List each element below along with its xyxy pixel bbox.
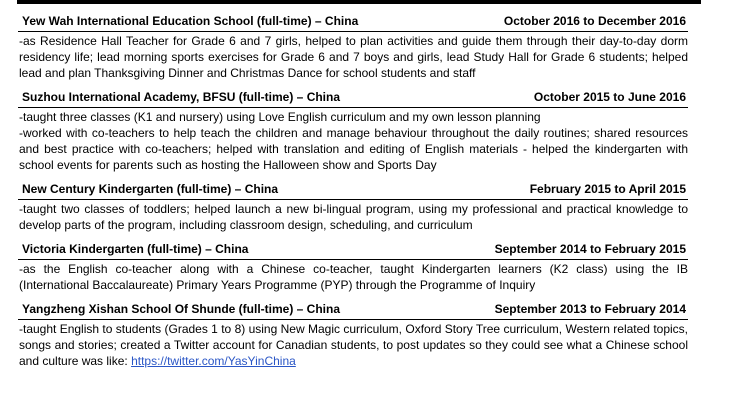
job-title: Suzhou International Academy, BFSU (full-time) – China xyxy=(22,90,341,104)
job-entry-new-century xyxy=(18,182,688,233)
job-entry-suzhou xyxy=(18,90,688,173)
job-entry-victoria xyxy=(18,242,688,293)
job-description xyxy=(19,261,688,293)
job-description-line: -taught two classes of toddlers; helped launch a new bi-lingual program, using my professional and practical knowledge to develop parts of the program, including classroom design, scheduling, and curriculum xyxy=(19,202,688,232)
job-header xyxy=(18,242,688,260)
job-dates: February 2015 to April 2015 xyxy=(529,182,686,196)
job-description xyxy=(19,321,688,368)
job-title: Yangzheng Xishan School Of Shunde (full-time) – China xyxy=(22,302,341,316)
job-header xyxy=(18,14,688,32)
job-dates: October 2015 to June 2016 xyxy=(533,90,686,104)
work-experience-section xyxy=(18,14,688,368)
top-rule xyxy=(17,0,701,4)
job-description xyxy=(19,109,688,173)
job-description-text: -taught English to students (Grades 1 to 8) using New Magic curriculum, Oxford Story Tree curriculum, Western related topics, songs and stories; created a Twitter account for Canadian students, to post updates so they could see what a Chinese school and culture was like: xyxy=(19,322,688,368)
job-description-line: -taught three classes (K1 and nursery) using Love English curriculum and my own lesson planning xyxy=(19,110,541,124)
job-description xyxy=(19,201,688,233)
job-description-line: -as Residence Hall Teacher for Grade 6 and 7 girls, helped to plan activities and guide them through their day-to-day dorm residency life; lead morning sports exercises for Grade 6 and 7 boys and girls, lead Study Hall for Grade 6 students; helped lead and plan Thanksgiving Dinner and Christmas Dance for school students and staff xyxy=(19,34,688,80)
job-header xyxy=(18,302,688,320)
job-description-line xyxy=(19,321,688,369)
job-entry-yangzheng xyxy=(18,302,688,368)
job-title: Victoria Kindergarten (full-time) – China xyxy=(22,242,249,256)
job-entry-yew-wah xyxy=(18,14,688,81)
twitter-link[interactable]: https://twitter.com/YasYinChina xyxy=(131,354,296,368)
job-description xyxy=(19,33,688,81)
job-dates: September 2013 to February 2014 xyxy=(494,302,686,316)
job-description-line: -as the English co-teacher along with a Chinese co-teacher, taught Kindergarten learners (K2 class) using the IB (International Baccalaureate) Primary Years Programme (PYP) through the Programme of Inquiry xyxy=(19,262,688,292)
job-dates: September 2014 to February 2015 xyxy=(494,242,686,256)
job-dates: October 2016 to December 2016 xyxy=(503,14,686,28)
job-header xyxy=(18,182,688,200)
job-title: New Century Kindergarten (full-time) – China xyxy=(22,182,279,196)
job-description-line: -worked with co-teachers to help teach the children and manage behaviour throughout the daily routines; shared resources and best practice with co-teachers; helped with translation and editing of English materials - helped the kindergarten with school events for parents such as hosting the Halloween show and Sports Day xyxy=(19,126,688,172)
job-header xyxy=(18,90,688,108)
job-title: Yew Wah International Education School (full-time) – China xyxy=(22,14,359,28)
